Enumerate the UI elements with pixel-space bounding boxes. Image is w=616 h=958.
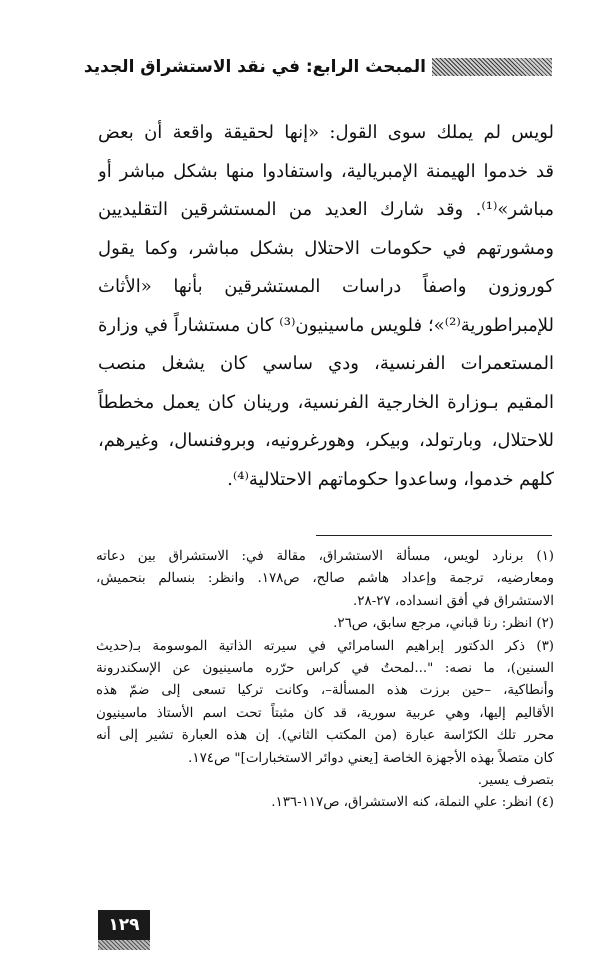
footnote-line: الاستشراق في أفق انسداده، ٢٧-٢٨. bbox=[353, 593, 554, 609]
footnote-line: كان متصلاً بهذه الأجهزة الخاصة [يعني دوائر الاستخبارات]" ص١٧٤. bbox=[188, 750, 554, 766]
footnote-line: (٢) انظر: رنا قباني، مرجع سابق، ص٢٦. bbox=[333, 616, 554, 632]
footnote-line: (٤) انظر: علي النملة، كنه الاستشراق، ص١١٧-١٣٦. bbox=[271, 795, 554, 811]
footnote-line: محرر تلك الكرّاسة عبارة (من المكتب الثاني). إن هذه العبارة تشير إلى أنه bbox=[96, 728, 554, 744]
footnote-line: وأنطاكية، –حين برزت هذه المسألة–، وكانت تركيا تسعى إلى ضمّ هذه bbox=[96, 683, 554, 699]
page-number: ١٢٩ bbox=[108, 915, 140, 935]
footnotes bbox=[96, 546, 554, 815]
page-number-badge bbox=[98, 910, 150, 940]
header-ornament bbox=[432, 58, 552, 76]
body-line: المقيم بـوزارة الخارجية الفرنسية، ورينان كان يعمل مخططاً bbox=[98, 391, 554, 413]
footnote-4 bbox=[96, 792, 554, 814]
body-line: مباشر»⁽¹⁾. وقد شارك العديد من المستشرقين التقليديين bbox=[98, 199, 554, 220]
footnote-separator bbox=[316, 535, 552, 536]
body-line: للإمبراطورية⁽²⁾»؛ فلويس ماسينيون⁽³⁾ كان مستشاراً في وزارة bbox=[98, 314, 554, 336]
footnote-3 bbox=[96, 636, 554, 793]
body-line: ومشورتهم في حكومات الاحتلال بشكل مباشر، وكما يقول bbox=[98, 237, 554, 259]
footnote-2 bbox=[96, 613, 554, 635]
running-header bbox=[83, 52, 552, 84]
footnote-line: السنين)، ما نصه: "...لمحتُ في كراس حرّره ماسينيون عن الإسكندرونة bbox=[96, 660, 554, 676]
footnote-line: (٣) ذكر الدكتور إبراهيم السامرائي في سيرته الذاتية الموسومة بـ(حديث bbox=[96, 638, 554, 654]
section-title: المبحث الرابع: في نقد الاستشراق الجديد bbox=[83, 57, 426, 77]
body-line: كوروزون واصفاً دراسات المستشرقين بأنها «الأثاث bbox=[98, 276, 554, 297]
page-number-ornament bbox=[98, 940, 150, 950]
body-line: للاحتلال، وبارتولد، وبيكر، وهورغرونيه، وبروفنسال، وغيرهم، bbox=[98, 430, 554, 451]
footnote-line: (١) برنارد لويس، مسألة الاستشراق، مقالة في: الاستشراق بين دعاته bbox=[96, 549, 554, 564]
footnote-line: ومعارضيه، ترجمة وإعداد هاشم صالح، ص١٧٨. وانظر: بنسالم بنحميش، bbox=[96, 571, 554, 587]
footnote-1 bbox=[96, 546, 554, 613]
body-line: قد خدموا الهيمنة الإمبريالية، واستفادوا منها بشكل مباشر أو bbox=[98, 160, 554, 182]
footnote-line: الأقاليم إليها، وهي عربية سورية، قد كان مثبتاً تحت اسم الأستاذ ماسينيون bbox=[96, 705, 554, 721]
body-line: لويس لم يملك سوى القول: «إنها لحقيقة واقعة أن بعض bbox=[98, 122, 554, 143]
footnote-line: بتصرف يسير. bbox=[477, 772, 554, 788]
body-paragraph bbox=[98, 114, 554, 499]
body-line: كلهم خدموا، وساعدوا حكوماتهم الاحتلالية⁽⁴⁾. bbox=[227, 468, 554, 490]
body-line: المستعمرات الفرنسية، ودي ساسي كان يشغل منصب bbox=[98, 353, 554, 374]
